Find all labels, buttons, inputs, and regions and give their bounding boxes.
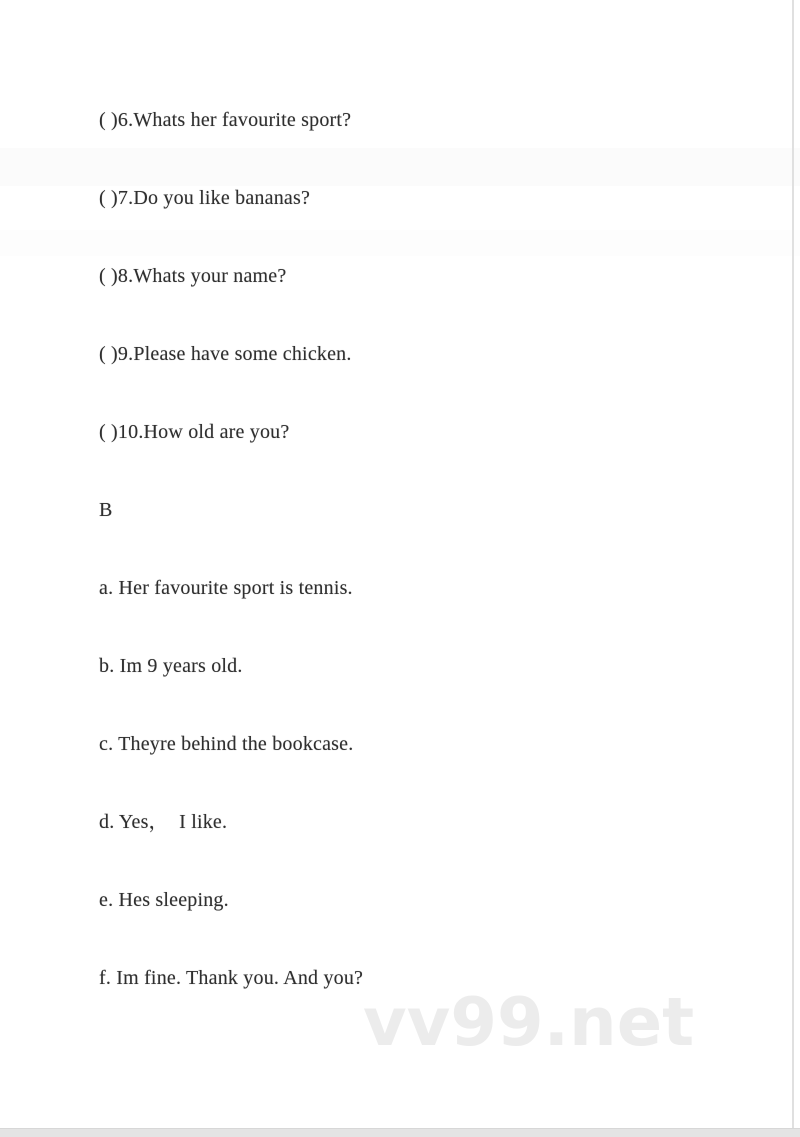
site-watermark: vv99.net [363, 983, 695, 1061]
question-line-8: ( )8.Whats your name? [99, 265, 287, 287]
answer-line-a: a. Her favourite sport is tennis. [99, 577, 353, 599]
answer-line-d: d. Yes， I like. [99, 811, 228, 833]
section-b-heading: B [99, 499, 113, 521]
question-line-7: ( )7.Do you like bananas? [99, 187, 311, 209]
question-line-6: ( )6.Whats her favourite sport? [99, 109, 352, 131]
question-line-9: ( )9.Please have some chicken. [99, 343, 352, 365]
answer-line-f: f. Im fine. Thank you. And you? [99, 967, 364, 989]
answer-line-e: e. Hes sleeping. [99, 889, 229, 911]
scan-artifact-band [0, 148, 800, 186]
answer-line-c: c. Theyre behind the bookcase. [99, 733, 354, 755]
answer-line-b: b. Im 9 years old. [99, 655, 243, 677]
question-line-10: ( )10.How old are you? [99, 421, 290, 443]
page-edge-line [792, 0, 794, 1137]
bottom-edge-strip [0, 1128, 800, 1137]
scan-artifact-band [0, 230, 800, 256]
